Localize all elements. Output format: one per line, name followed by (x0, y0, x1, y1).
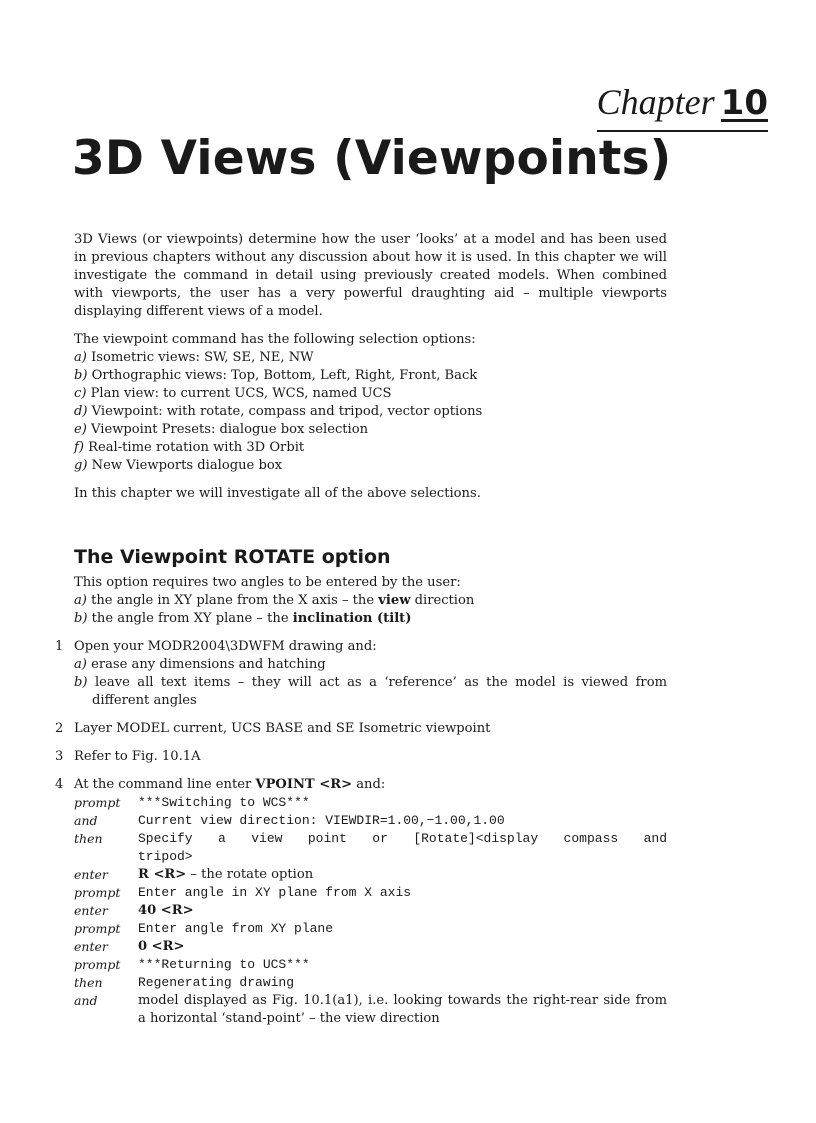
step-3 (55, 748, 667, 766)
option-item (74, 349, 667, 367)
options-intro: The viewpoint command has the following selection options: (74, 332, 476, 347)
command-input: 0 <R> (138, 939, 185, 954)
rotate-angles-list (74, 574, 667, 628)
item-text: Viewpoint: with rotate, compass and tripod, vector options (91, 404, 483, 419)
option-item (74, 403, 667, 421)
option-item (74, 421, 667, 439)
item-marker: b) (74, 611, 88, 626)
command-text: model displayed as Fig. 10.1(a1), i.e. looking towards the right-rear side from a horizontal ‘stand-point’ – the view direction (138, 993, 667, 1026)
command-row (74, 812, 667, 830)
step-text: Refer to Fig. 10.1A (74, 749, 201, 764)
command-label: then (74, 831, 103, 846)
command-label: prompt (74, 921, 121, 936)
intro-closing: In this chapter we will investigate all of the above selections. (74, 486, 481, 501)
item-text: Orthographic views: Top, Bottom, Left, Right, Front, Back (91, 368, 478, 383)
item-text: Viewpoint Presets: dialogue box selection (91, 422, 369, 437)
item-marker: a) (74, 350, 87, 365)
item-text-end: direction (410, 593, 475, 608)
command-row (74, 992, 667, 1028)
command-vpoint: VPOINT <R> (255, 777, 353, 792)
item-text: Isometric views: SW, SE, NE, NW (91, 350, 314, 365)
step-text (74, 776, 667, 794)
command-row (74, 794, 667, 812)
item-marker: a) (74, 593, 87, 608)
options-list (74, 331, 667, 475)
command-label: and (74, 993, 98, 1008)
command-row (74, 956, 667, 974)
chapter-title: 3D Views (Viewpoints) (72, 131, 672, 186)
option-item (74, 385, 667, 403)
step-number: 4 (55, 777, 64, 792)
item-text: the angle in XY plane from the X axis – the (91, 593, 379, 608)
item-text: leave all text items – they will act as a ‘reference’ as the model is viewed from different angles (92, 675, 667, 708)
emphasis-inclination: inclination (tilt) (292, 611, 412, 626)
angle-item (74, 592, 667, 610)
command-text: ***Switching to WCS*** (138, 795, 310, 810)
command-note: – the rotate option (186, 867, 314, 882)
step-2 (55, 720, 667, 738)
command-text: Specify a view point or [Rotate]<display compass and tripod> (138, 831, 667, 864)
chapter-number: 10 (720, 83, 768, 123)
command-label: then (74, 975, 103, 990)
command-label: and (74, 813, 98, 828)
item-text: Real-time rotation with 3D Orbit (88, 440, 305, 455)
step-1 (55, 638, 667, 710)
command-text: Enter angle in XY plane from X axis (138, 885, 412, 900)
intro-paragraph: 3D Views (or viewpoints) determine how the user ‘looks’ at a model and has been used in previous chapters without any discussion about how it is used. In this chapter we will investigate the command in detail using previously created models. When combined with viewports, the user has a very powerful draughting aid – multiple viewports displaying different views of a model. (74, 232, 667, 319)
item-text: Plan view: to current UCS, WCS, named UCS (90, 386, 392, 401)
step-text-start: At the command line enter (74, 777, 256, 792)
section-heading: The Viewpoint ROTATE option (74, 546, 391, 568)
item-marker: b) (74, 368, 88, 383)
section-intro: This option requires two angles to be entered by the user: (74, 575, 461, 590)
command-text: ***Returning to UCS*** (138, 957, 310, 972)
chapter-word: Chapter (596, 82, 715, 122)
command-row (74, 920, 667, 938)
option-item (74, 439, 667, 457)
option-item (74, 367, 667, 385)
command-row (74, 938, 667, 956)
command-label: prompt (74, 795, 121, 810)
command-row (74, 902, 667, 920)
item-marker: f) (74, 440, 84, 455)
item-marker: a) (74, 657, 87, 672)
item-marker: b) (74, 675, 88, 690)
item-marker: e) (74, 422, 87, 437)
item-marker: d) (74, 404, 88, 419)
command-label: prompt (74, 885, 121, 900)
item-text: New Viewports dialogue box (91, 458, 283, 473)
angle-item (74, 610, 667, 628)
command-label: enter (74, 939, 108, 954)
step-text-end: and: (352, 777, 386, 792)
option-item (74, 457, 667, 475)
command-label: enter (74, 903, 108, 918)
step-sub-item (74, 656, 667, 674)
command-label: enter (74, 867, 108, 882)
chapter-heading (597, 82, 768, 132)
command-row (74, 974, 667, 992)
step-number: 3 (55, 749, 64, 764)
command-row (74, 884, 667, 902)
command-input: R <R> (138, 867, 187, 882)
step-number: 1 (55, 639, 64, 654)
item-marker: g) (74, 458, 88, 473)
command-text: Regenerating drawing (138, 975, 295, 990)
step-sub-item (74, 674, 667, 710)
command-row (74, 866, 667, 884)
item-text: erase any dimensions and hatching (91, 657, 326, 672)
item-marker: c) (74, 386, 87, 401)
step-number: 2 (55, 721, 64, 736)
command-label: prompt (74, 957, 121, 972)
item-text: the angle from XY plane – the (91, 611, 293, 626)
page-content (55, 231, 667, 1038)
command-text: Current view direction: VIEWDIR=1.00,−1.00,1.00 (138, 813, 505, 828)
emphasis-view: view (378, 593, 411, 608)
step-text: Open your MODR2004\3DWFM drawing and: (74, 639, 377, 654)
command-row (74, 830, 667, 866)
step-text: Layer MODEL current, UCS BASE and SE Isometric viewpoint (74, 721, 491, 736)
step-4 (55, 776, 667, 1028)
command-text: Enter angle from XY plane (138, 921, 334, 936)
command-input: 40 <R> (138, 903, 194, 918)
command-text (138, 866, 667, 884)
